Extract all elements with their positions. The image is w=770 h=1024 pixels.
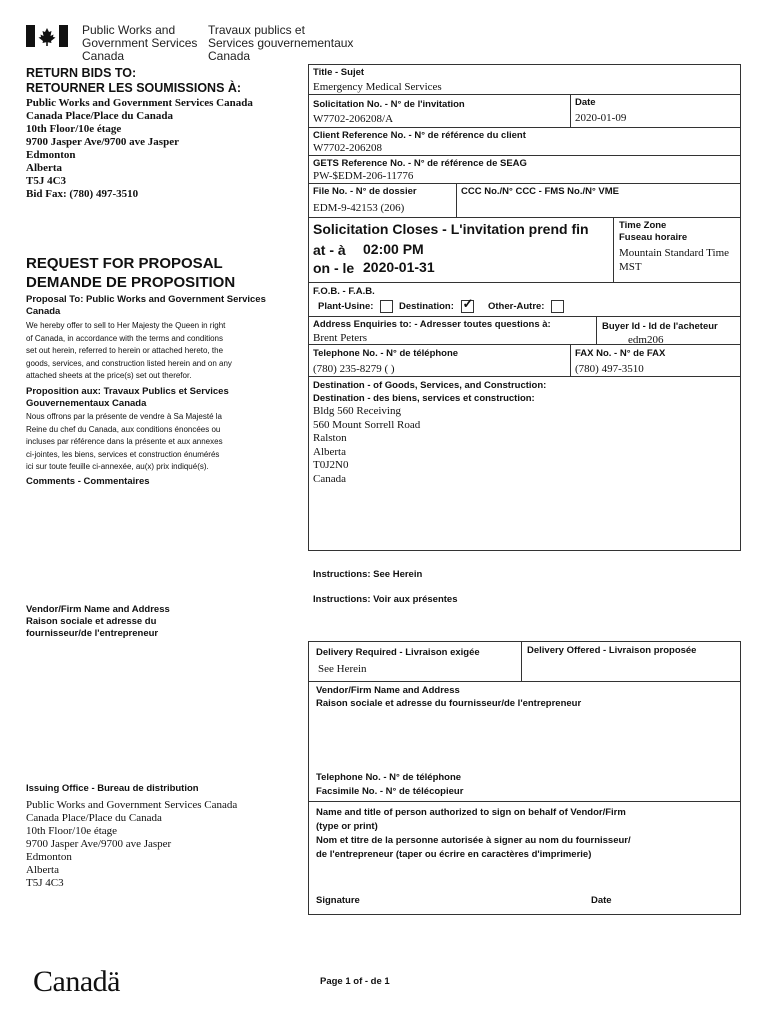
- delivery-offered-label: Delivery Offered - Livraison proposée: [527, 645, 697, 656]
- fob-other-option: Other-Autre:: [488, 300, 564, 313]
- fob-plant-option: Plant-Usine:: [318, 300, 393, 313]
- title-value: Emergency Medical Services: [313, 81, 442, 93]
- signature-date-label: Date: [591, 895, 612, 906]
- page-number: Page 1 of - de 1: [320, 976, 390, 987]
- issuing-office-address: Public Works and Government Services Canada Canada Place/Place du Canada 10th Floor/10e étage 9700 Jasper Ave/9700 ave Jasper Edmonton Alberta T5J 4C3: [26, 799, 238, 889]
- solicitation-closes-label: Solicitation Closes - L'invitation prend fin: [313, 221, 589, 237]
- time-zone-abbrev: MST: [619, 261, 642, 273]
- delivery-required-value: See Herein: [318, 663, 367, 675]
- vendor-fax-label: Facsimile No. - N° de télécopieur: [316, 786, 464, 797]
- delivery-required-label: Delivery Required - Livraison exigée: [316, 647, 480, 658]
- solicitation-number-label: Solicitation No. - N° de l'invitation: [313, 99, 465, 110]
- return-bids-heading: RETURN BIDS TO: RETOURNER LES SOUMISSIONS À:: [26, 66, 242, 95]
- time-zone-label: Time Zone: [619, 220, 667, 231]
- telephone-label: Telephone No. - N° de téléphone: [313, 348, 459, 359]
- time-zone-value: Mountain Standard Time: [619, 247, 730, 259]
- closing-time-value: 02:00 PM: [363, 241, 424, 257]
- destination-goods-label: Destination - of Goods, Services, and Construction: Destination - des biens, services et construction:: [313, 380, 547, 404]
- authorized-signer-label: Name and title of person authorized to sign on behalf of Vendor/Firm (type or print) Nom et titre de la personne autorisée à signer au nom du fournisseur/ de l'entrepreneur (taper ou écrire en caractères d'imprimerie): [316, 807, 631, 860]
- destination-goods-address: Bldg 560 Receiving 560 Mount Sorrell Road Ralston Alberta T0J2N0 Canada: [313, 405, 421, 485]
- file-number-value: EDM-9-42153 (206): [313, 202, 405, 214]
- instructions-fr: Instructions: Voir aux présentes: [313, 594, 458, 605]
- canada-flag-icon: [26, 25, 68, 47]
- destination-checkbox[interactable]: [461, 300, 474, 313]
- rfp-title: REQUEST FOR PROPOSAL DEMANDE DE PROPOSITION: [26, 255, 236, 291]
- fax-label: FAX No. - N° de FAX: [575, 348, 666, 359]
- vendor-name-address-label: Vendor/Firm Name and Address Raison sociale et adresse du fournisseur/de l'entrepreneur: [26, 604, 170, 639]
- plant-checkbox[interactable]: [380, 300, 393, 313]
- date-value: 2020-01-09: [575, 112, 627, 124]
- fob-label: F.O.B. - F.A.B.: [313, 286, 375, 297]
- closing-time-label: at - à: [313, 242, 346, 258]
- address-enquiries-label: Address Enquiries to: - Adresser toutes questions à:: [313, 319, 551, 330]
- gets-reference-label: GETS Reference No. - N° de référence de SEAG: [313, 158, 527, 169]
- address-enquiries-value: Brent Peters: [313, 332, 368, 344]
- return-bids-address: Public Works and Government Services Canada Canada Place/Place du Canada 10th Floor/10e étage 9700 Jasper Ave/9700 ave Jasper Edmonton Alberta T5J 4C3 Bid Fax: (780) 497-3510: [26, 97, 253, 200]
- vendor-telephone-label: Telephone No. - N° de téléphone: [316, 772, 462, 783]
- client-reference-value: W7702-206208: [313, 142, 383, 154]
- file-number-label: File No. - N° de dossier: [313, 186, 417, 197]
- fax-value: (780) 497-3510: [575, 363, 644, 375]
- solicitation-number-value: W7702-206208/A: [313, 113, 394, 125]
- proposition-aux-label: Proposition aux: Travaux Publics et Services Gouvernementaux Canada: [26, 386, 229, 409]
- title-label: Title - Sujet: [313, 67, 365, 78]
- proposition-text: Nous offrons par la présente de vendre à Sa Majesté la Reine du chef du Canada, aux conditions énoncées ou incluses par référence dans la présente et aux annexes ci-jointes, les biens, services et construction énumérés ici sur toute feuille ci-annexée, au(x) prix indiqué(s).: [26, 412, 223, 471]
- issuing-office-label: Issuing Office - Bureau de distribution: [26, 783, 199, 794]
- gets-reference-value: PW-$EDM-206-11776: [313, 170, 414, 182]
- department-name-fr: Travaux publics et Services gouvernementaux Canada: [208, 23, 354, 63]
- client-reference-label: Client Reference No. - N° de référence du client: [313, 130, 526, 141]
- proposal-to-label: Proposal To: Public Works and Government Services Canada: [26, 294, 266, 317]
- fuseau-horaire-label: Fuseau horaire: [619, 232, 688, 243]
- ccc-number-label: CCC No./N° CCC - FMS No./N° VME: [461, 186, 620, 197]
- buyer-id-label: Buyer Id - Id de l'acheteur: [602, 321, 718, 332]
- closing-date-value: 2020-01-31: [363, 259, 435, 275]
- department-name-en: Public Works and Government Services Canada: [82, 23, 198, 63]
- proposal-text: We hereby offer to sell to Her Majesty the Queen in right of Canada, in accordance with the terms and conditions set out herein, referred to herein or attached hereto, the goods, services, and construction listed herein and on any attached sheets at the price(s) set out therefor.: [26, 321, 232, 380]
- telephone-value: (780) 235-8279 ( ): [313, 363, 395, 375]
- date-label: Date: [575, 97, 596, 108]
- closing-date-label: on - le: [313, 260, 355, 276]
- buyer-id-value: edm206: [628, 334, 664, 346]
- comments-label: Comments - Commentaires: [26, 476, 150, 487]
- vendor-firm-label: Vendor/Firm Name and Address Raison sociale et adresse du fournisseur/de l'entrepreneur: [316, 685, 582, 709]
- canada-wordmark: Canadä: [33, 965, 120, 998]
- other-checkbox[interactable]: [551, 300, 564, 313]
- signature-label: Signature: [316, 895, 360, 906]
- instructions-en: Instructions: See Herein: [313, 569, 423, 580]
- fob-destination-option: Destination: ✓: [399, 300, 474, 313]
